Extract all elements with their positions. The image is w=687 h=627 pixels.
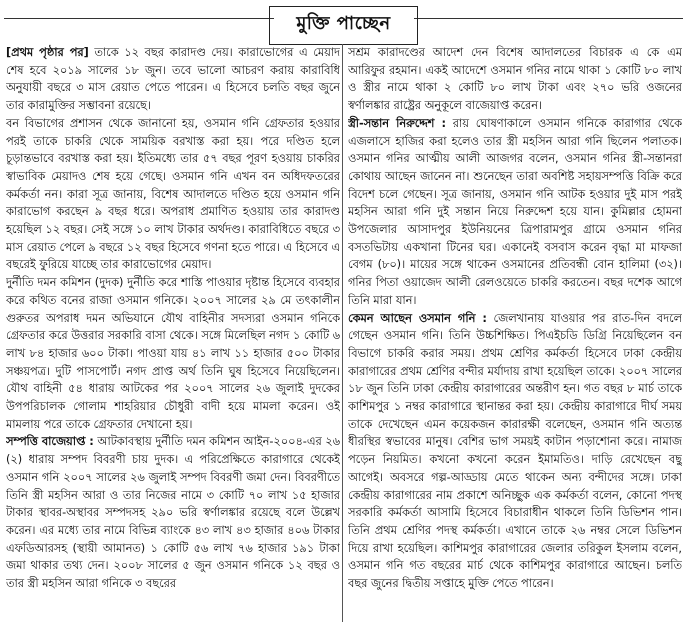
paragraph-text: আটকাবস্থায় দুর্নীতি দমন কমিশন আইন-২০০৪-এর ২৬ (২) ধারায় সম্পদ বিবরণী চায় দুদক। এ পরিপ্রেক্ষিতে কারাগারে থেকেই ওসমান গনি ২০০৭ সালের ২৬ জুলাই সম্পদ বিবরণী জমা দেন। বিবরণীতে তিনি স্ত্রী মহসিন আরা ও তার নিজের নামে ৩ কোটি ৭০ লাখ ১৫ হাজার টাকার স্থাবর-অস্থাবর সম্পদসহ ২৯০ ভরি স্বর্ণালঙ্কার রয়েছে বলে উল্লেখ করেন। এর মধ্যে তার নামে বিভিন্ন ব্যাংকে ৪৩ লাখ ৪৩ হাজার ৪০৬ টাকার এফডিআরসহ (স্থায়ী আমানত) ১ কোটি ৫৬ লাখ ৭৬ হাজার ১৯১ টাকা জমা থাকার তথ্য দেন। ২০০৮ সালের ৫ জুন ওসমান গনিকে ১২ বছর ও তার স্ত্রী মহসিন আরা গনিকে ৩ বছরের xyxy=(6,435,340,591)
headline-area xyxy=(0,6,687,45)
paragraph-text: তাকে ১২ বছর কারাদণ্ড দেয়। কারাভোগের এ মেয়াদ শেষ হবে ২০১৯ সালের ১৮ জুন। তবে ভালো আচরণ করায় কারাবিধি অনুযায়ী বছরে ৩ মাস রেয়াত পেতে পারেন। এ হিসেবে চলতি বছর জুনে তার কারামুক্তির সম্ভাবনা রয়েছে। xyxy=(6,46,340,113)
right-column xyxy=(348,44,682,624)
paragraph xyxy=(6,274,340,433)
paragraph-text: বন বিভাগের প্রশাসন থেকে জানানো হয়, ওসমান গনি গ্রেফতার হওয়ার পরই তাকে চাকরি থেকে সাময়িক বরখাস্ত করা হয়। পরে দণ্ডিত হলে চূড়ান্তভাবে বরখাস্ত করা হয়। ইতিমধ্যে তার ৫৭ বছর পূরণ হওয়ায় চাকরির স্বাভাবিক মেয়াদও শেষ হয়ে গেছে। ওসমান গনি এখন বন অধিদফতরের কর্মকর্তা নন। কারা সূত্র জানায়, বিশেষ আদালতে দণ্ডিত হয়ে ওসমান গনি কারাভোগ করছেন ৯ বছর ধরে। অপরাধ প্রমাণিত হওয়ায় তার কারাদণ্ড হয়েছিল ১২ বছর। সেই সঙ্গে ১০ লাখ টাকার অর্থদণ্ড। কারাবিধিতে বছরে ৩ মাস রেয়াত পেলে ৯ বছরে ১২ বছর হিসেবে গণনা হতে পারে। এ হিসেবে এ বছরেই ফুরিয়ে যাচ্ছে তার কারাভোগের মেয়াদ। xyxy=(6,116,340,272)
paragraph-text: সশ্রম কারাদণ্ডের আদেশ দেন বিশেষ আদালতের বিচারক এ কে এম আরিফুর রহমান। একই আদেশে ওসমান গনির নামে থাকা ১ কোটি ৮০ লাখ ও স্ত্রীর নামে থাকা ২ কোটি ৮০ লাখ টাকা এবং ২৭০ ভরি ওজনের স্বর্ণালঙ্কার রাষ্ট্রের অনুকূলে বাজেয়াপ্ত করেন। xyxy=(348,46,682,113)
paragraph-lead: [প্রথম পৃষ্ঠার পর] xyxy=(6,46,89,59)
section-subhead: স্ত্রী-সন্তান নিরুদ্দেশ : xyxy=(348,116,446,130)
column-divider xyxy=(342,44,343,622)
paragraph-text: রায় ঘোষণাকালে ওসমান গনিকে কারাগার থেকে এজলাসে হাজির করা হলেও তার স্ত্রী মহসিন আরা গনি ছিলেন পলাতক। ওসমান গনির আত্মীয় আলী আজগর বলেন, ওসমান গনির স্ত্রী-সন্তানরা কোথায় আছেন জানেন না। শুনেছেন তারা অবশিষ্ট সহায়সম্পত্তি বিক্রি করে বিদেশ চলে গেছেন। সূত্র জানায়, ওসমান গনি আটক হওয়ার দুই মাস পরই মহসিন আরা গনি দুই সন্তান নিয়ে নিরুদ্দেশ হয়ে যান। কুমিল্লার হোমনা উপজেলার আসাদপুর ইউনিয়নের ত্রিপারামপুর গ্রামে ওসমান গনির বসতভিটায় একখানা টিনের ঘর। একানেই বসবাস করেন বৃদ্ধা মা মাফজা বেগম (৮০)। মায়ের সঙ্গে থাকেন ওসমানের প্রতিবন্ধী বোন হালিমা (৩২)। গনির পিতা ওয়াজেদ আলী রেলওয়েতে চাকরি করতেন। বছর দশেক আগে তিনি মারা যান। xyxy=(348,116,682,307)
paragraph xyxy=(6,115,340,274)
paragraph xyxy=(348,115,682,310)
paragraph xyxy=(6,433,340,592)
section-subhead: সম্পত্তি বাজেয়াপ্ত : xyxy=(6,435,94,449)
paragraph-text: দুর্নীতি দমন কমিশন (দুদক) দুর্নীতি করে শাস্তি পাওয়ার দৃষ্টান্ত হিসেবে ব্যবহার করে কথিত বনের রাজা ওসমান গনিকে। ২০০৭ সালের ২৯ মে তৎকালীন গুরুতর অপরাধ দমন অভিযানে যৌথ বাহিনীর সদস্যরা ওসমান গনিকে গ্রেফতার করে উত্তরার সরকারি বাসা থেকে। সঙ্গে মিলেছিল নগদ ১ কোটি ৬ লাখ ৮৪ হাজার ৬০০ টাকা। পাওয়া যায় ৪১ লাখ ১১ হাজার ৫০০ টাকার সঞ্চয়পত্র। দুটি পাসপোর্ট। নগদ প্রাপ্ত অর্থ তিনি ঘুষ হিসেবে নিয়েছিলেন। যৌথ বাহিনী ৫৪ ধারায় আটকের পর ২০০৭ সালের ২৬ জুলাই দুদকের উপপরিচালক গোলাম শাহরিয়ার চৌধুরী বাদী হয়ে মামলা করেন। ওই মামলায় পরে তাকে গ্রেফতার দেখানো হয়। xyxy=(6,276,340,431)
paragraph-text: জেলখানায় যাওয়ার পর রাত-দিন বদলে গেছেন ওসমান গনি। তিনি উচ্চশিক্ষিত। পিএইচডি ডিগ্রি নিয়েছিলেন বন বিভাগে চাকরি করার সময়। প্রথম শ্রেণির কর্মকর্তা হিসেবে ঢাকা কেন্দ্রীয় কারাগারের প্রথম শ্রেণির বন্দীর মর্যাদায় রাখা হয়েছিল তাকে। ২০০৭ সালের ১৮ জুন তিনি ঢাকা কেন্দ্রীয় কারাগারের অন্তরীণ হন। গত বছর ৮ মার্চ তাকে কাশিমপুর ১ নম্বর কারাগারে স্থানান্তর করা হয়। কেন্দ্রীয় কারাগারে দীর্ঘ সময় তাকে দেখেছেন এমন কয়েকজন কারারক্ষী বলেছেন, ওসমান গনি অত্যন্ত ধীরস্থির স্বভাবের মানুষ। বেশির ভাগ সময়ই কাটান পড়াশোনা করে। নামাজ পড়েন নিয়মিত। কখনো কখনো করেন ইমামতিও। দাড়ি রেখেছেন বছু আগেই। অবসরে গল্প-আড্ডায় মেতে থাকেন অন্য বন্দীদের সঙ্গে। ঢাকা কেন্দ্রীয় কারাগারের নাম প্রকাশে অনিচ্ছুক এক কর্মকর্তা বলেন, কোনো পদস্থ সরকারি কর্মকর্তা আসামি হিসেবে বিচারাধীন থাকলে তিনি ডিভিশন পান। তিনি প্রথম শ্রেণির পদস্থ কর্মকর্তা। এখানে তাকে ২৬ নম্বর সেলে ডিভিশন দিয়ে রাখা হয়েছিল। কাশিমপুর কারাগারের জেলার তরিকুল ইসলাম বলেন, ওসমান গনি গত বছরের মার্চ থেকে কাশিমপুর কারাগারে আছেন। চলতি বছর জুনের দ্বিতীয় সপ্তাহে মুক্তি পেতে পারেন। xyxy=(348,311,682,591)
paragraph xyxy=(6,44,340,115)
section-subhead: কেমন আছেন ওসমান গনি : xyxy=(348,311,487,325)
headline: মুক্তি পাচ্ছেন xyxy=(269,6,417,45)
paragraph xyxy=(348,310,682,593)
paragraph xyxy=(348,44,682,115)
left-column xyxy=(6,44,340,624)
